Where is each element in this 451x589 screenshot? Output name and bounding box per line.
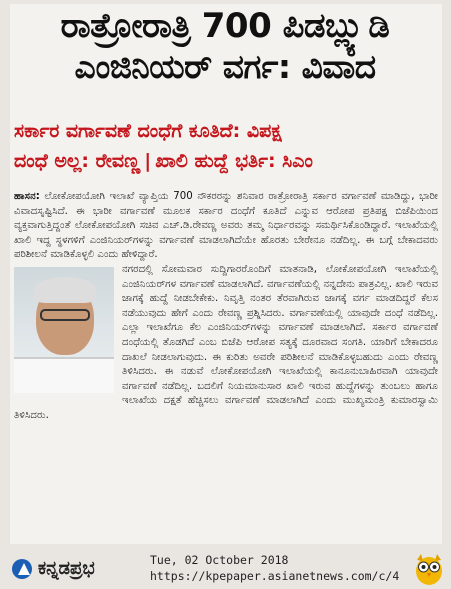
footer-url[interactable]: https://kpepaper.asianetnews.com/c/4: [150, 569, 400, 583]
subhead-revanna-quote: ದಂಧೆ ಅಲ್ಲ: ರೇವಣ್ಣ: [14, 150, 141, 172]
photo-hair: [34, 277, 96, 303]
subhead-separator: |: [144, 150, 152, 172]
footer-date: Tue, 02 October 2018: [150, 553, 289, 567]
footer-bar: [0, 548, 451, 589]
logo-mark-icon: [12, 559, 32, 579]
logo-text: ಕನ್ನಡಪ್ರಭ: [38, 558, 95, 579]
article-paragraph-1: [14, 190, 438, 263]
headline-line-2: ಎಂಜಿನಿಯರ್ ವರ್ಗ: ವಿವಾದ: [74, 47, 376, 87]
article-text-1: ಲೋಕೋಪಯೋಗಿ ಇಲಾಖೆ ವ್ಯಾಪ್ತಿಯ 700 ನೌಕರರನ್ನು ಶನಿವಾರ ರಾತ್ರೋರಾತ್ರಿ ಸರ್ಕಾರ ವರ್ಗಾವಣೆ ಮಾಡಿದ್ದು, ಭಾರೀ ವಿವಾದಸೃಷ್ಟಿಸಿದೆ. ಈ ಭಾರೀ ವರ್ಗಾವಣೆ ಮೂಲಕ ಸರ್ಕಾರ ದಂಧೆಗೆ ಕೂತಿದೆ ಎನ್ನುವ ಆರೋಪ ಪ್ರತಿಪಕ್ಷ ಬಿಜೆಪಿಯಿಂದ ವ್ಯಕ್ತವಾಗುತ್ತಿದ್ದಂತೆ ಲೋಕೋಪಯೋಗಿ ಸಚಿವ ಎಚ್.ಡಿ.ರೇವಣ್ಣ ಅವರು ತಮ್ಮ ನಿರ್ಧಾರವನ್ನು ಸಮರ್ಥಿಸಿಕೊಂಡಿದ್ದಾರೆ. ಇಲಾಖೆಯಲ್ಲಿ ಖಾಲಿ ಇದ್ದ ಸ್ಥಳಗಳಿಗೆ ಎಂಜಿನಿಯರ್‌ಗಳನ್ನು ವರ್ಗಾವಣೆ ಮಾಡಲಾಗಿದೆಯೇ ಹೊರತು ಬೇರೇನೂ ನಡೆದಿಲ್ಲ. ಈ ಬಗ್ಗೆ ಬೇಕಾದವರು ಪರಿಶೀಲನೆ ಮಾಡಿಕೊಳ್ಳಲಿ ಎಂದು ಹೇಳಿದ್ದಾರೆ.: [14, 191, 438, 261]
footer-meta: [150, 552, 399, 584]
owl-mascot-icon: [414, 552, 444, 586]
article-dateline: ಹಾಸನ:: [14, 191, 40, 202]
subhead-line-1: ಸರ್ಕಾರ ವರ್ಗಾವಣೆ ದಂಧೆಗೆ ಕೂತಿದೆ: ವಿಪಕ್ಷ: [14, 120, 282, 142]
minister-photo: [14, 267, 114, 393]
headline-line-1: ರಾತ್ರೋರಾತ್ರಿ 700 ಪಿಡಬ್ಲ್ಯುಡಿ: [60, 6, 390, 46]
subheadline: [14, 116, 438, 176]
article-text-2: ನಗರದಲ್ಲಿ ಸೋಮವಾರ ಸುದ್ದಿಗಾರರೊಂದಿಗೆ ಮಾತನಾಡಿ, ಲೋಕೋಪಯೋಗಿ ಇಲಾಖೆಯಲ್ಲಿ ಎಂಜಿನಿಯರ್‌ಗಳ ವರ್ಗಾವಣೆ ಮಾಡಲಾಗಿದೆ. ವರ್ಗಾವಣೆಯಲ್ಲಿ ನನ್ನದೇನು ಪಾತ್ರವಿಲ್ಲ. ಖಾಲಿ ಇರುವ ಜಾಗಕ್ಕೆ ಹುದ್ದೆ ನೀಡಬೇಕೇಕು. ನಿವೃತ್ತಿ ನಂತರ ತೆರವಾಗಿರುವ ಜಾಗಕ್ಕೆ ವರ್ಗ ಮಾಡದಿದ್ದರೆ ಕೆಲಸ ನಡೆಯುವುದು ಹೇಗೆ ಎಂದು ರೇವಣ್ಣ ಪ್ರಶ್ನಿಸಿದರು. ವರ್ಗಾವಣೆಯಲ್ಲಿ ಯಾವುದೇ ದಂಧೆ ನಡೆದಿಲ್ಲ. ಎಲ್ಲಾ ಇಲಾಖೆಗೂ ಕೆಲ ಎಂಜಿನಿಯರ್‌ಗಳನ್ನು ವರ್ಗಾವಣೆ ಮಾಡಲಾಗಿದೆ. ಸರ್ಕಾರ ವರ್ಗಾವಣೆ ದಂಧೆಯಲ್ಲಿ ತೊಡಗಿದೆ ಎಂಬ ಬಿಜೆಪಿ ಆರೋಪ ಸತ್ಯಕ್ಕೆ ದೂರವಾದ ಸಂಗತಿ. ಯಾರಿಗೆ ಬೇಕಾದರೂ ದಾಖಲೆ ನೀಡಲಾಗುವುದು. ಈ ಕುರಿತು ಅವರೇ ಪರಿಶೀಲನೆ ಮಾಡಿಕೊಳ್ಳಬಹುದು ಎಂದು ರೇವಣ್ಣ ತಿಳಿಸಿದರು. ಈ ನಡುವೆ ಲೋಕೋಪಯೋಗಿ ಇಲಾಖೆಯಲ್ಲಿ ಕಾನೂನುಬಾಹಿರವಾಗಿ ಯಾವುದೇ ವರ್ಗಾವಣೆ ನಡೆದಿಲ್ಲ. ಬದಲಿಗೆ ನಿಯಮಾನುಸಾರ ಖಾಲಿ ಇರುವ ಹುದ್ದೆಗಳನ್ನು ತುಂಬಲು ಹಾಗೂ ಇಲಾಖೆಯ ದಕ್ಷತೆ ಹೆಚ್ಚಿಸಲು ವರ್ಗಾವಣೆ ಮಾಡಲಾಗಿದೆ ಎಂದು ಮುಖ್ಯಮಂತ್ರಿ ಕುಮಾರಸ್ವಾಮಿ ತಿಳಿಸಿದರು.: [14, 263, 438, 421]
photo-glasses: [40, 309, 90, 321]
subhead-line-2: [14, 146, 438, 176]
subhead-cm-quote: ಖಾಲಿ ಹುದ್ದೆ ಭರ್ತಿ: ಸಿಎಂ: [155, 150, 313, 172]
photo-shirt: [14, 357, 114, 393]
article-body: [14, 190, 438, 424]
kannadaprabha-logo: [12, 558, 95, 579]
headline: [14, 8, 436, 86]
